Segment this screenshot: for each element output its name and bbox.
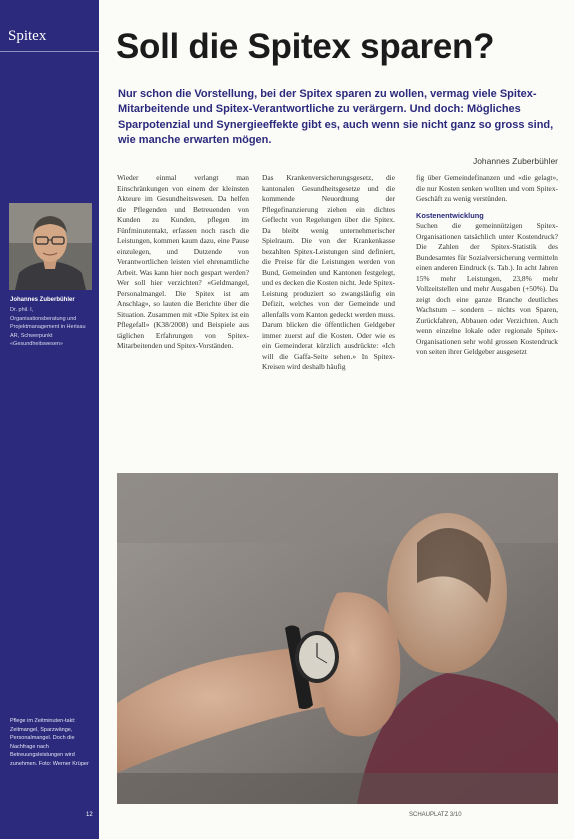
column-3-text-a: fig über Gemeindefinanzen und «die gelagt», die nur Kosten senken wollten und vom Spitex-Geschäft zu wenig verstünden.	[416, 173, 558, 203]
page-number: 12	[86, 812, 93, 818]
footer-issue: SCHAUPLATZ 3/10	[409, 812, 462, 818]
column-3-text-b: Suchen die gemeinnützigen Spitex-Organisationen tatsächlich unter Kostendruck? Die Zahlen der Spitex-Statistik des Bundesamtes für Sozialversicherung vermitteln einen anderen Eindruck (s. Tab.). In acht Jahren 15% mehr Leistungen, 23,8% mehr Vollzeitstellen und mehr Ausgaben (+50%). Da zeigt doch eine ganze Branche deutliches Wachstum – sondern – nichts von Sparen, Zurückfahren, Abbauen oder Verzichten. Auch wenn einzelne lokale oder regionale Spitex-Organisationen sehr wohl grossen Kostendruck von seiten ihrer Geldgeber ausgesetzt	[416, 221, 558, 356]
text-column-3	[416, 173, 558, 465]
article-title: Soll die Spitex sparen?	[116, 27, 495, 66]
author-photo	[9, 203, 92, 290]
section-divider	[0, 51, 99, 52]
article-lead: Nur schon die Vorstellung, bei der Spitex sparen zu wollen, vermag viele Spitex-Mitarbeitende und Spitex-Verantwortliche zu verärgern. Und doch: Mögliches Sparpotenzial und Synergieeffekte gibt es, auch wenn sie nicht ganz so gross sind, wie manche erwarten mögen.	[118, 88, 554, 146]
section-label: Spitex	[8, 28, 47, 44]
sidebar	[0, 0, 99, 839]
column-2-text: Das Krankenversicherungsgesetz, die kantonalen Gesundheitsgesetze und die kommende Neuordnung der Pflegefinanzierung ziehen ein dichtes Geflecht von Regelungen über die Spitex. Da bleibt wenig unternehmerischer Spielraum. Die von der Krankenkasse bezahlten Spitex-Leistungen sind definiert, die Preise für die Leistungen werden von Bund, Gemeinden und Kantonen festgelegt, und es decken die Kosten nicht. Jede Spitex-Leistung produziert so zwangsläufig ein Defizit, welches von der Gemeinde und allenfalls vom Kanton gedeckt werden muss. Darum blicken die öffentlichen Geldgeber immer zuerst auf die Kosten. Oder wie es ein Gemeinderat kürzlich ausdrückte: «Ich will die Gaffa-Seite sehen.» In Spitex-Kreisen wird deshalb häufig	[262, 173, 395, 371]
column-1-text: Wieder einmal verlangt man Einschränkungen von einem der kleinsten Akteure im Gesundheitswesen. Da helfen die Pflegenden und Betreuenden von Kunden zu Kunden, pflegen im Fünfminutentakt, erfassen noch rasch die Leistungen, kommen kaum dazu, eine Pause einzulegen, und Dutzende von Verantwortlichen leisten viel ehrenamtliche Arbeit. Was kann hier noch gespart werden? Wer soll hier verzichten? «Geldmangel, Personalmangel. Die Spitex ist am Anschlag», so lauten die Berichte über die Situation. Zusammen mit «Die Spitex ist ein Pflegefall» (K38/2008) und Beispiele aus täglichen Erfahrungen von Spitex-Mitarbeitenden und Spitex-Vorständen.	[117, 173, 249, 350]
photo-caption: Pflege im Zeitminuten-takt: Zeitmangel, Sparzwänge, Personalmangel. Doch die Nachfrage nach Betreuungsleistungen wird zunehmen. Foto: Werner Krüper	[10, 718, 89, 767]
text-column-2	[262, 173, 395, 465]
author-bio: Dr. phil. I, Organisationsberatung und Projektmanagement in Herisau AR, Schwerpunkt «Gesundheitswesen»	[10, 307, 86, 347]
author-name: Johannes Zuberbühler	[10, 297, 75, 303]
article-photo	[117, 473, 558, 804]
text-column-1	[117, 173, 249, 463]
subheading-kostenentwicklung: Kostenentwicklung	[416, 210, 484, 220]
author-portrait-image	[9, 203, 92, 290]
wristwatch-photo-image	[117, 473, 558, 804]
byline: Johannes Zuberbühler	[472, 156, 558, 166]
